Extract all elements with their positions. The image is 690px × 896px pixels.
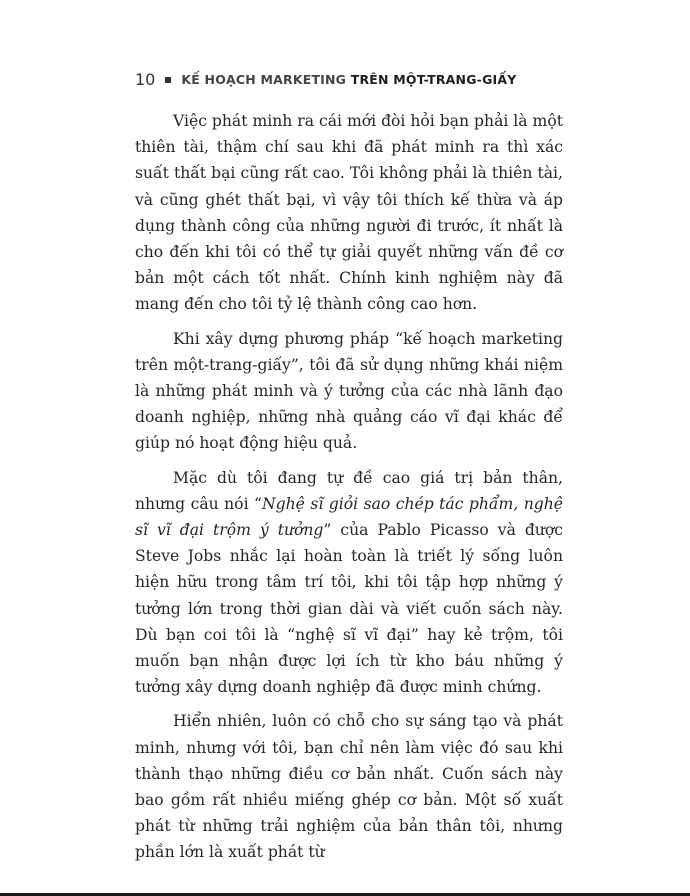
paragraph-3-lead: Mặc dù tôi đang tự đề cao giá trị bản thân, nhưng câu nói “: [135, 468, 563, 513]
series-title: [181, 72, 516, 87]
paragraph-3: [135, 465, 563, 701]
picasso-quote: Nghệ sĩ giỏi sao chép tác phẩm, nghệ sĩ vĩ đại trộm ý tưởng: [135, 494, 563, 540]
series-title-part2: TRÊN MỘT-TRANG-GIẤY: [350, 72, 517, 87]
paragraph-1: Việc phát minh ra cái mới đòi hỏi bạn phải là một thiên tài, thậm chí sau khi đã phát minh ra thì xác suất thất bại cũng rất cao. Tôi không phải là thiên tài, và cũng ghét thất bại, vì vậy tôi thích kế thừa và áp dụng thành công của những người đi trước, ít nhất là cho đến khi tôi có thể tự giải quyết những vấn đề cơ bản một cách tốt nhất. Chính kinh nghiệm này đã mang đến cho tôi tỷ lệ thành công cao hơn.: [135, 112, 563, 314]
paragraph-2: Khi xây dựng phương pháp “kế hoạch marketing trên một-trang-giấy”, tôi đã sử dụng những khái niệm là những phát minh và ý tưởng của các nhà lãnh đạo doanh nghiệp, những nhà quảng cáo vĩ đại khác để giúp nó hoạt động hiệu quả.: [135, 329, 563, 453]
page-number: 10: [135, 70, 156, 89]
paragraph-4: Hiển nhiên, luôn có chỗ cho sự sáng tạo và phát minh, nhưng với tôi, bạn chỉ nên làm việc đó sau khi thành thạo những điều cơ bản nhất. Cuốn sách này bao gồm rất nhiều miếng ghép cơ bản. Một số xuất phát từ những trải nghiệm của bản thân tôi, nhưng phần lớn là xuất phát từ: [135, 712, 563, 862]
body-text: [135, 108, 563, 874]
running-header: [135, 70, 517, 89]
series-title-part1: KẾ HOẠCH MARKETING: [181, 72, 347, 87]
square-bullet-icon: [165, 77, 171, 83]
paragraph-3-rest: ” của Pablo Picasso và được Steve Jobs nhắc lại hoàn toàn là triết lý sống luôn hiện hữu trong tâm trí tôi, khi tôi tập hợp những ý tưởng lớn trong thời gian dài và viết cuốn sách này. Dù bạn coi tôi là “nghệ sĩ vĩ đại” hay kẻ trộm, tôi muốn bạn nhận được lợi ích từ kho báu những ý tưởng xây dựng doanh nghiệp đã được minh chứng.: [135, 521, 564, 697]
